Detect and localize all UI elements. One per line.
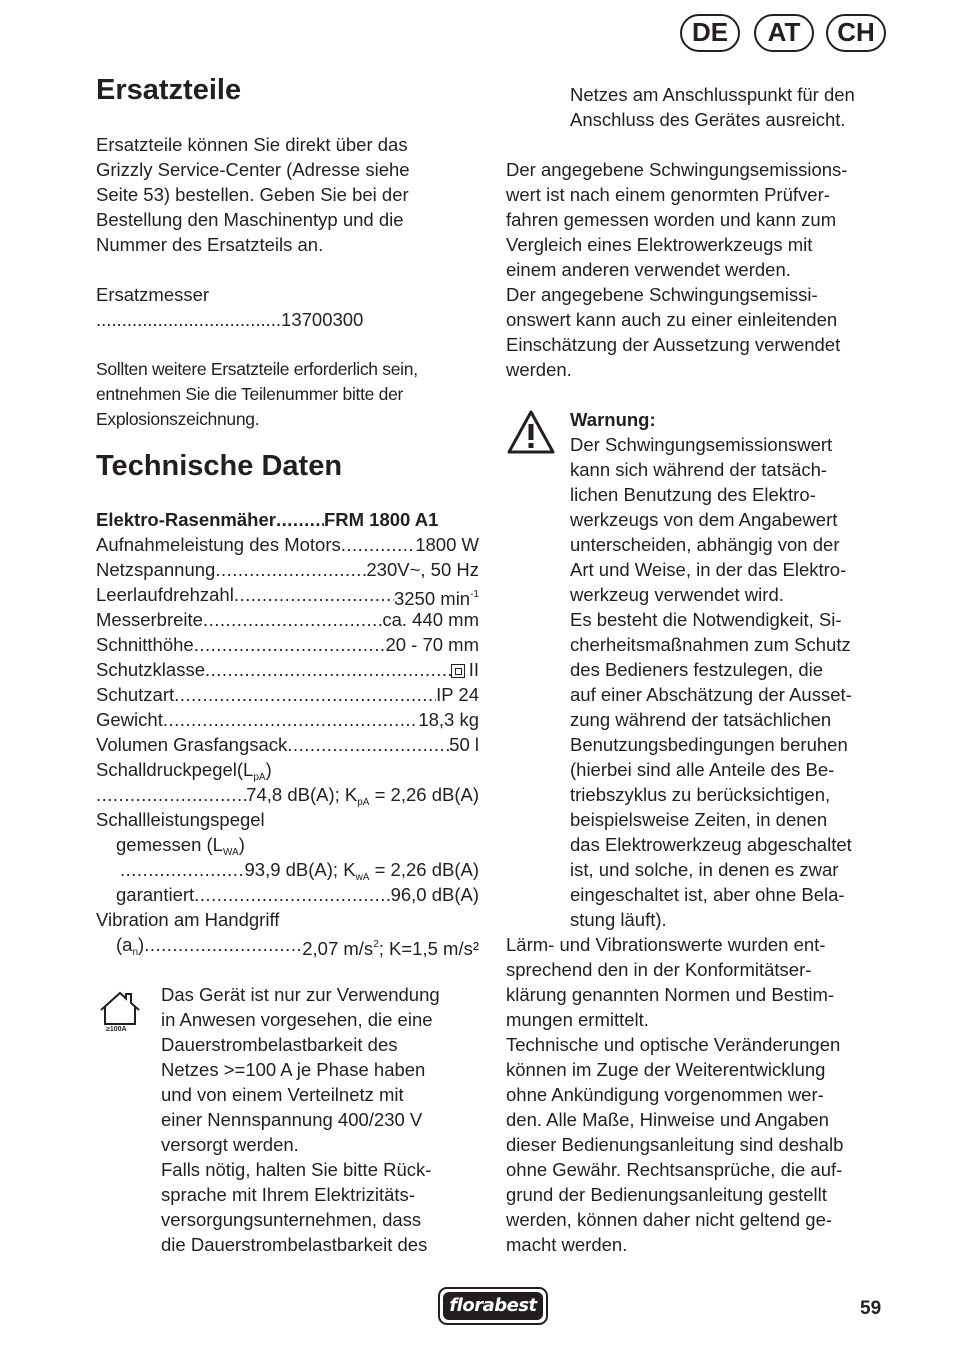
spec-row-cut-height: Schnitthöhe ..... 20 - 70 mm	[96, 632, 479, 657]
page-number: 59	[860, 1298, 882, 1319]
spec-row-sound-pressure-value: ..... 74,8 dB(A); $K_{pA} = 2,26$ dB(A)	[96, 782, 479, 807]
spec-row-vibration-label: Vibration am Handgriff	[96, 909, 280, 930]
spec-row-sound-pressure-label: $Schalldruckpegel(L_{pA})$	[96, 759, 272, 783]
technical-data-heading: Technische Daten	[96, 450, 343, 482]
warning-block: Warnung: Der Schwingungsemissionswert kann sich während der tatsäch- lichen Benutzung des Elektro- werkzeugs von dem Angabewert unterscheiden, abhängig von der Art und Weise, in der das Elektro- werkzeug verwendet wird. Es besteht die Notwendigkeit, Si- cherheitsmaßnahmen zum Schutz des Bedieners festzulegen, die auf einer Abschätzung der Ausset- zung während der tatsächlichen Benutzungsbedingungen beruhen (hierbei sind alle Anteile des Be- triebszyklus zu berücksichtigen, beispielsweise Zeiten, in denen das Elektrowerkzeug abgeschaltet ist, und solche, in denen es zwar eingeschaltet ist, aber ohne Bela- stung läuft).	[570, 409, 852, 930]
grid-requirement-continued: Netzes am Anschlusspunkt für den Anschluss des Gerätes ausreicht.	[570, 84, 855, 130]
spec-row-measured-value: ..... 93,9 dB(A); $K_{wA} = 2,26$ dB(A)	[96, 857, 479, 882]
spare-blade-number: ....................................13700300	[96, 309, 364, 330]
further-parts-paragraph: Sollten weitere Ersatzteile erforderlich sein, entnehmen Sie die Teilenummer bitte der Explosionszeichnung.	[96, 359, 418, 429]
spare-blade-entry	[96, 282, 363, 332]
warning-title: Warnung:	[570, 409, 656, 430]
florabest-logo: florabest	[438, 1287, 548, 1325]
spec-row-power: Aufnahmeleistung des Motors ..... 1800 W	[96, 532, 479, 557]
spec-row-speed: Leerlaufdrehzahl ..... 3250 $\min^{-1}$	[96, 582, 479, 607]
final-notes-paragraph: Lärm- und Vibrationswerte wurden ent- sprechend den in der Konformitätser- klärung genannten Normen und Bestim- mungen ermittelt. Technische und optische Veränderungen können im Zuge der Weiterentwicklung ohne Ankündigung vorgenommen wer- den. Alle Maße, Hinweise und Angaben dieser Bedienungsanleitung sind deshalb ohne Gewähr. Rechtsansprüche, die auf- grund der Bedienungsanleitung gestellt werden, können daher nicht geltend ge- macht werden.	[506, 934, 844, 1255]
warning-triangle-icon	[506, 409, 556, 455]
spec-row-blade-width: Messerbreite ..... ca. 440 mm	[96, 607, 479, 632]
spec-row-weight: Gewicht ..... 18,3 kg	[96, 707, 479, 732]
spec-row-protection-type: Schutzart ..... IP 24	[96, 682, 479, 707]
badge-de: DE	[680, 14, 740, 52]
spec-row-measured-label: gemessen $(L_{WA})$	[116, 834, 245, 858]
badge-ch: CH	[826, 14, 886, 52]
spec-row-guaranteed: garantiert ..... 96,0 dB(A)	[96, 882, 479, 907]
spare-blade-label: Ersatzmesser	[96, 284, 210, 305]
spec-table	[96, 507, 479, 957]
spec-row-grass-bag: Volumen Grasfangsack ..... 50 l	[96, 732, 479, 757]
spec-row-vibration-value: $(a_n)$ ..... 2,07 $m/s^2$; K=1,5 m/s²	[96, 932, 479, 957]
spare-parts-heading: Ersatzteile	[96, 74, 242, 106]
spec-row-voltage: Netzspannung ..... 230V~, 50 Hz	[96, 557, 479, 582]
house-icon-label: ≥100A	[106, 1026, 127, 1033]
badge-at: AT	[754, 14, 814, 52]
spec-row-sound-power-label: Schallleistungspegel	[96, 809, 265, 830]
vibration-emission-paragraph: Der angegebene Schwingungsemissions- wert ist nach einem genormten Prüfver- fahren gemessen worden und kann zum Vergleich eines Elektrowerkzeugs mit einem anderen verwendet werden. Der angegebene Schwingungsemissi- onswert kann auch zu einer einleitenden Einschätzung der Aussetzung verwendet werden.	[506, 159, 848, 380]
house-100a-icon	[98, 990, 142, 1036]
spec-row-protection-class: Schutzklasse ..... II	[96, 657, 479, 682]
spare-parts-paragraph: Ersatzteile können Sie direkt über das Grizzly Service-Center (Adresse siehe Seite 53) bestellen. Geben Sie bei der Bestellung den Maschinentyp und die Nummer des Ersatzteils an.	[96, 134, 410, 255]
protection-class-ii-icon	[451, 664, 465, 678]
spec-row-model: Elektro-Rasenmäher ..... FRM 1800 A1	[96, 507, 479, 532]
grid-requirement-paragraph: Das Gerät ist nur zur Verwendung in Anwesen vorgesehen, die eine Dauerstrombelastbarkeit des Netzes >=100 A je Phase haben und von einem Verteilnetz mit einer Nennspannung 400/230 V versorgt werden. Falls nötig, halten Sie bitte Rück- sprache mit Ihrem Elektrizitäts- versorgungsunternehmen, dass die Dauerstrombelastbarkeit des	[161, 984, 440, 1255]
